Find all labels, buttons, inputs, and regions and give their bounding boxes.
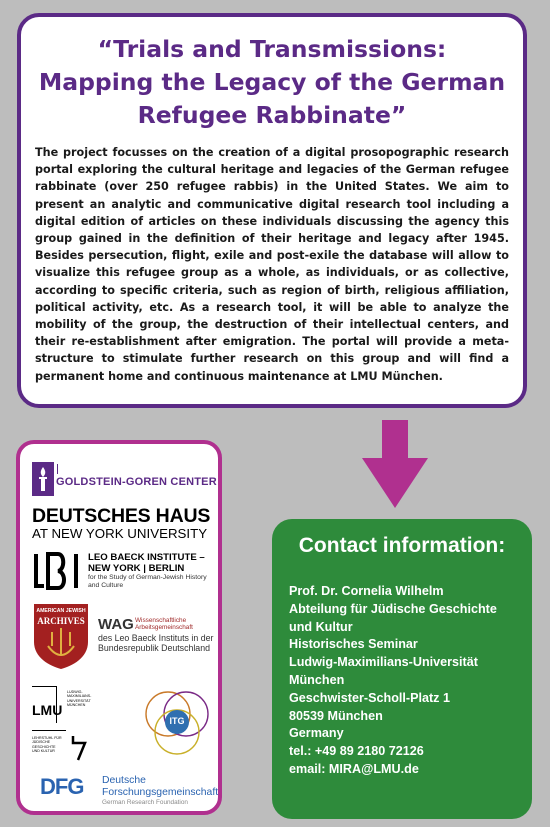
deutsches-haus-subtitle: AT NEW YORK UNIVERSITY: [32, 526, 208, 541]
wag-logo: [98, 616, 218, 660]
contact-department-1: Abteilung für Jüdische Geschichte: [289, 601, 497, 616]
dfg-name: Deutsche Forschungsgemeinschaft: [102, 775, 219, 798]
partner-logos-card: [16, 440, 222, 815]
contact-title: Contact information:: [298, 534, 506, 557]
contact-phone[interactable]: tel.: +49 89 2180 72126: [289, 744, 424, 759]
contact-city: 80539 München: [289, 708, 383, 723]
lbi-tagline: for the Study of German-Jewish History and Culture: [88, 574, 207, 589]
project-description-card: [17, 13, 527, 408]
lamed-icon: [70, 734, 88, 762]
title-line-2: Mapping the Legacy of the German: [38, 68, 506, 96]
contact-email[interactable]: email: MIRA@LMU.de: [289, 761, 419, 776]
aja-text-1: AMERICAN JEWISH: [36, 608, 86, 614]
lbi-name: LEO BAECK INSTITUTE –: [88, 552, 205, 563]
american-jewish-archives-logo: [32, 602, 90, 670]
title-line-1: “Trials and Transmissions:: [97, 35, 447, 63]
contact-seminar: Historisches Seminar: [289, 637, 418, 652]
title-line-3: Refugee Rabbinate”: [137, 101, 407, 129]
deutsches-haus-name: DEUTSCHES HAUS: [32, 505, 211, 527]
lbi-mark-icon: [32, 552, 82, 590]
leo-baeck-institute-logo: [32, 552, 217, 594]
lmu-logo: [32, 686, 92, 776]
itg-circles-icon: [138, 688, 216, 768]
contact-street: Geschwister-Scholl-Platz 1: [289, 690, 450, 705]
lmu-mark: LMU: [32, 702, 63, 718]
dfg-logo: [40, 774, 220, 810]
divider: [57, 464, 58, 474]
itg-label: ITG: [169, 716, 185, 726]
contact-department-2: und Kultur: [289, 619, 353, 634]
lmu-chair-name: LEHRSTUHL FÜR JÜDISCHE GESCHICHTE UND KULTUR: [32, 736, 62, 754]
contact-university-1: Ludwig-Maximilians-Universität: [289, 655, 478, 670]
wag-description: des Leo Baeck Instituts in der Bundesrepublik Deutschland: [98, 633, 214, 653]
contact-name: Prof. Dr. Cornelia Wilhelm: [289, 584, 444, 598]
wag-name: WAG: [98, 616, 134, 633]
lbi-location: NEW YORK | BERLIN: [88, 563, 185, 574]
itg-logo: [138, 688, 216, 768]
down-arrow-icon: [360, 420, 430, 510]
contact-details: [289, 583, 520, 779]
dfg-mark: DFG: [40, 774, 84, 799]
aja-text-2: ARCHIVES: [37, 616, 85, 626]
project-description: The project focusses on the creation of a digital prosopographic research portal exploring the cultural heritage and legacies of the German refugee rabbinate (over 250 refugee rabbis) in the United States. We aim to present an analytic and communicative digital research tool including a digital edition of articles on these individuals discussing the agency this group gained in the definition of their heritage and legacy after 1945. Besides persecution, flight, exile and post-exile the database will allow to visualize this refugee group as a whole, as individuals, or as collective, according to specific criteria, such as region of birth, religious affiliation, political activity, etc. As a research tool, it will be able to analyze the mobility of the group, the destruction of their intellectual centers, and their re-establishment after emigration. The portal will provide a meta-structure to stimulate further research on this group and will find a permanent home and continuous maintenance at LMU München.: [35, 146, 509, 383]
lmu-university-name: LUDWIG-MAXIMILIANS-UNIVERSITÄT MÜNCHEN: [67, 690, 92, 708]
contact-country: Germany: [289, 726, 344, 741]
torch-icon: [32, 462, 54, 496]
wag-subtitle: Wissenschaftliche Arbeitsgemeinschaft: [135, 617, 193, 631]
project-title: [35, 33, 509, 132]
deutsches-haus-logo: [32, 506, 217, 541]
contact-card: [272, 519, 532, 819]
dfg-english-name: German Research Foundation: [102, 799, 188, 806]
goldstein-goren-text: GOLDSTEIN-GOREN CENTER: [56, 476, 217, 488]
goldstein-goren-logo: [32, 462, 217, 500]
contact-university-2: München: [289, 672, 345, 687]
